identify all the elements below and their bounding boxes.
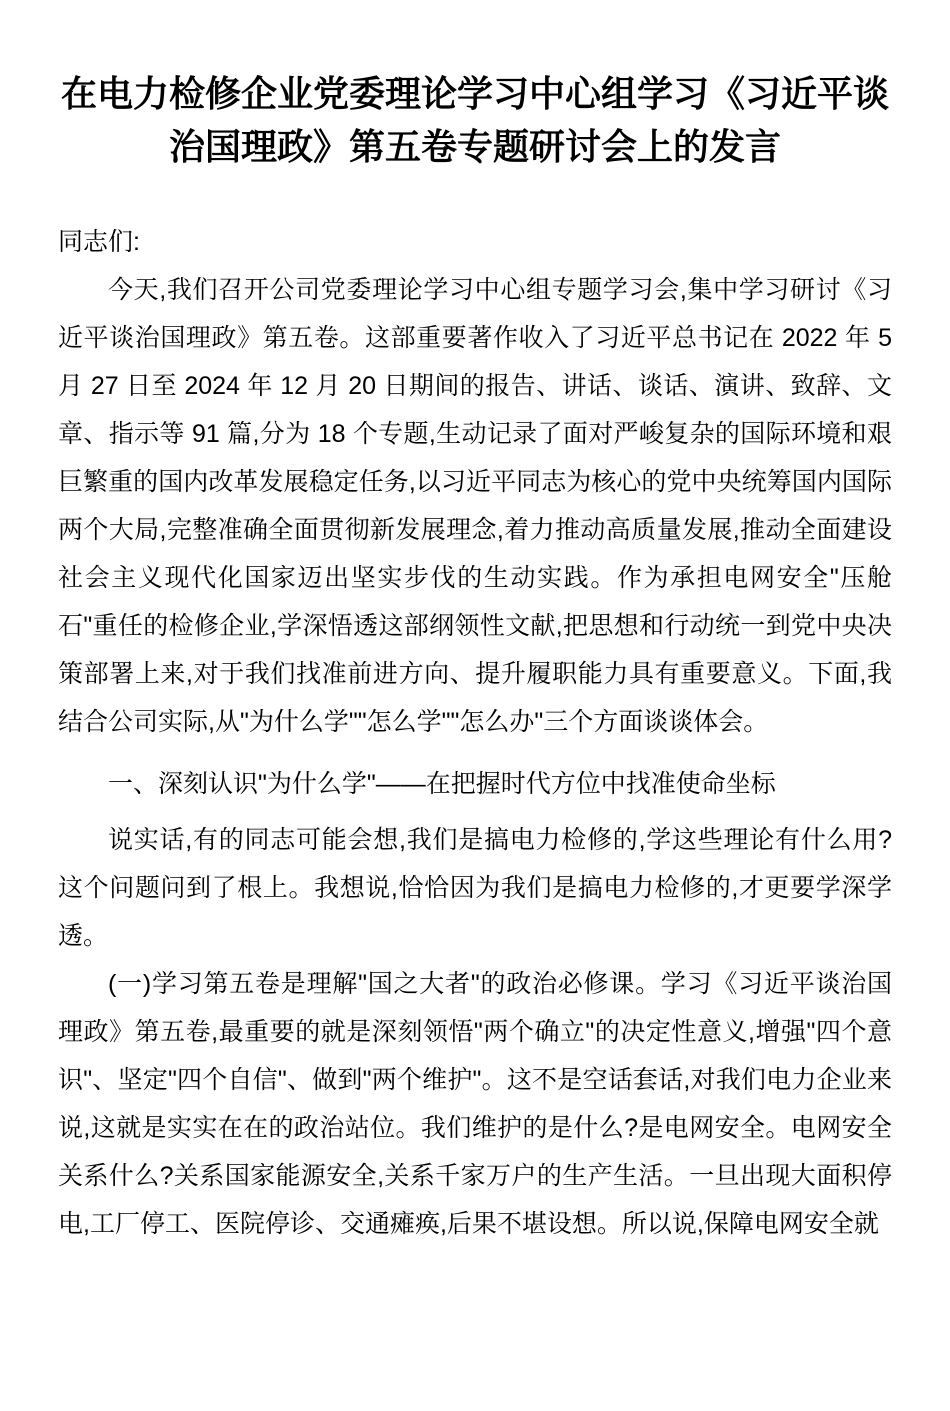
section-heading: 一、深刻认识"为什么学"——在把握时代方位中找准使命坐标 bbox=[108, 770, 776, 798]
document-page bbox=[0, 67, 950, 1411]
body-paragraph: 今天,我们召开公司党委理论学习中心组专题学习会,集中学习研讨《习近平谈治国理政》第五卷。这部重要著作收入了习近平总书记在 2022 年 5 月 27 日至 2024 年 12 月 20 日期间的报告、讲话、谈话、演讲、致辞、文章、指示等 91 篇,分为 18 个专题,生动记录了面对严峻复杂的国际环境和艰巨繁重的国内改革发展稳定任务,以习近平同志为核心的党中央统筹国内国际两个大局,完整准确全面贯彻新发展理念,着力推动高质量发展,推动全面建设社会主义现代化国家迈出坚实步伐的生动实践。作为承担电网安全"压舱石"重任的检修企业,学深悟透这部纲领性文献,把思想和行动统一到党中央决策部署上来,对于我们找准前进方向、提升履职能力具有重要意义。下面,我结合公司实际,从"为什么学""怎么学""怎么办"三个方面谈谈体会。 bbox=[58, 276, 892, 736]
salutation: 同志们: bbox=[58, 228, 140, 256]
body-paragraph: (一)学习第五卷是理解"国之大者"的政治必修课。学习《习近平谈治国理政》第五卷,最重要的就是深刻领悟"两个确立"的决定性意义,增强"四个意识"、坚定"四个自信"、做到"两个维护"。这不是空话套话,对我们电力企业来说,这就是实实在在的政治站位。我们维护的是什么?是电网安全。电网安全关系什么?关系国家能源安全,关系千家万户的生产生活。一旦出现大面积停电,工厂停工、医院停诊、交通瘫痪,后果不堪设想。所以说,保障电网安全就 bbox=[58, 970, 892, 1238]
document-title: 在电力检修企业党委理论学习中心组学习《习近平谈治国理政》第五卷专题研讨会上的发言 bbox=[60, 73, 889, 167]
document-body bbox=[58, 266, 892, 1248]
body-paragraph: 说实话,有的同志可能会想,我们是搞电力检修的,学这些理论有什么用?这个问题问到了根上。我想说,恰恰因为我们是搞电力检修的,才更要学深学透。 bbox=[58, 826, 892, 950]
